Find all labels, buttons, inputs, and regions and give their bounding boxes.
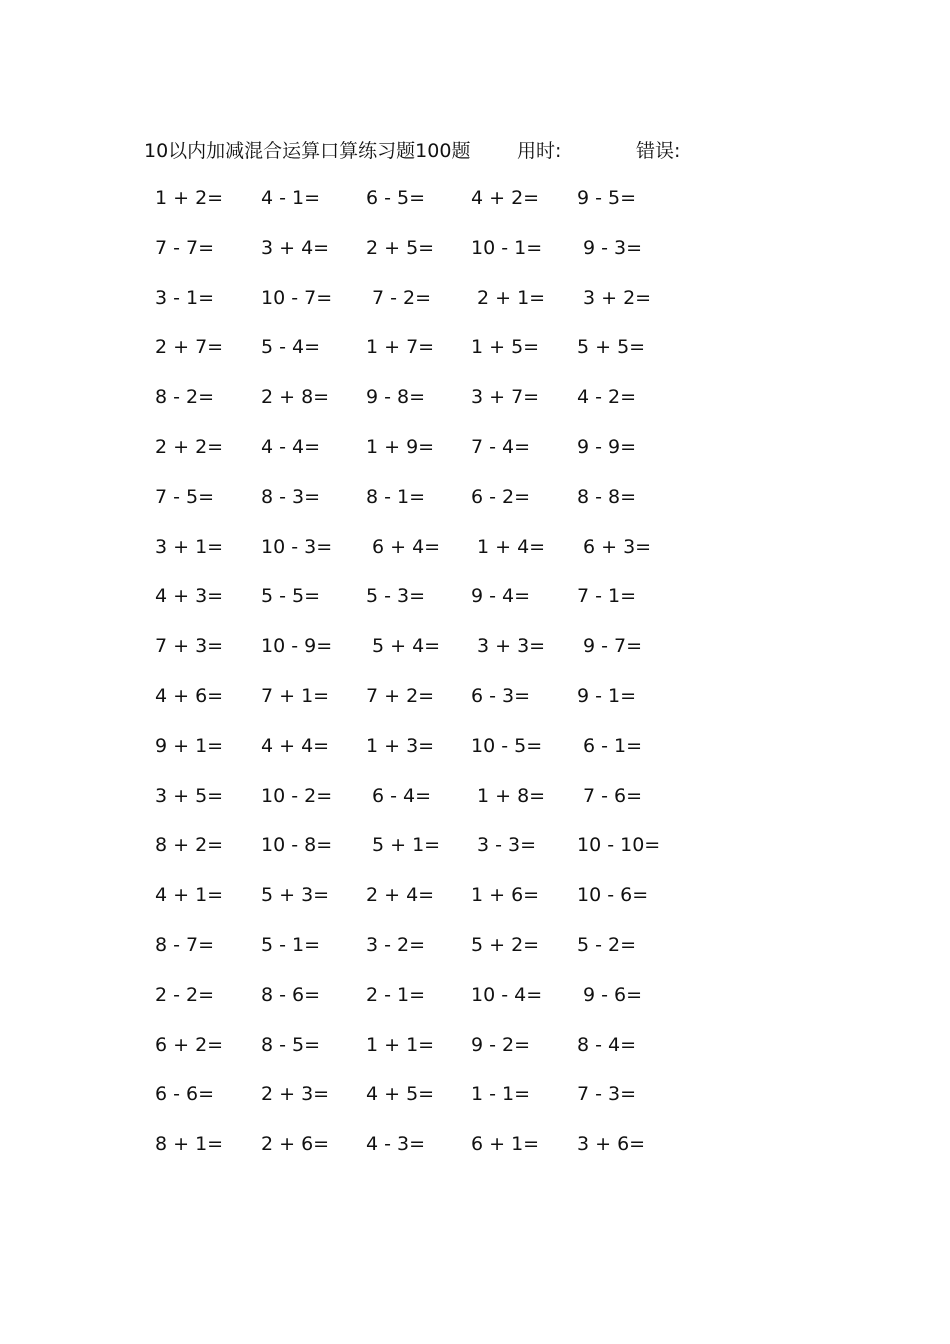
problem-cell: 5 - 3= xyxy=(366,585,426,607)
problem-cell: 7 - 4= xyxy=(471,436,531,458)
problem-cell: 10 - 6= xyxy=(577,884,649,906)
problem-cell: 4 - 2= xyxy=(577,386,637,408)
worksheet-title: 10以内加减混合运算口算练习题100题 xyxy=(144,140,471,162)
problem-cell: 10 - 8= xyxy=(261,834,333,856)
problem-cell: 9 - 1= xyxy=(577,685,637,707)
problem-cell: 10 - 2= xyxy=(261,785,333,807)
problem-cell: 9 - 3= xyxy=(583,237,643,259)
problem-cell: 3 + 5= xyxy=(155,785,224,807)
problem-cell: 2 + 7= xyxy=(155,336,224,358)
problem-cell: 5 + 5= xyxy=(577,336,646,358)
problem-cell: 9 - 9= xyxy=(577,436,637,458)
problem-cell: 6 + 4= xyxy=(372,536,441,558)
problem-cell: 8 - 3= xyxy=(261,486,321,508)
problem-cell: 3 - 1= xyxy=(155,287,215,309)
problem-cell: 1 + 4= xyxy=(477,536,546,558)
problem-cell: 7 + 3= xyxy=(155,635,224,657)
error-label: 错误: xyxy=(636,140,681,162)
problem-cell: 3 + 3= xyxy=(477,635,546,657)
problem-cell: 1 + 1= xyxy=(366,1034,435,1056)
problem-cell: 6 - 4= xyxy=(372,785,432,807)
problem-cell: 6 + 2= xyxy=(155,1034,224,1056)
problem-cell: 5 + 3= xyxy=(261,884,330,906)
problem-cell: 5 + 1= xyxy=(372,834,441,856)
problem-cell: 4 + 5= xyxy=(366,1083,435,1105)
problem-cell: 4 - 4= xyxy=(261,436,321,458)
problem-cell: 4 + 2= xyxy=(471,187,540,209)
problem-cell: 1 + 5= xyxy=(471,336,540,358)
problem-cell: 1 + 9= xyxy=(366,436,435,458)
problem-cell: 1 + 7= xyxy=(366,336,435,358)
problem-cell: 6 + 1= xyxy=(471,1133,540,1155)
problem-cell: 9 - 8= xyxy=(366,386,426,408)
problem-cell: 4 + 6= xyxy=(155,685,224,707)
problem-cell: 7 - 6= xyxy=(583,785,643,807)
problem-cell: 3 + 1= xyxy=(155,536,224,558)
problem-cell: 2 - 1= xyxy=(366,984,426,1006)
problem-cell: 5 - 5= xyxy=(261,585,321,607)
problem-cell: 1 - 1= xyxy=(471,1083,531,1105)
problem-cell: 5 - 2= xyxy=(577,934,637,956)
problem-cell: 8 + 1= xyxy=(155,1133,224,1155)
problem-cell: 8 - 7= xyxy=(155,934,215,956)
problem-cell: 9 - 7= xyxy=(583,635,643,657)
problem-cell: 7 - 3= xyxy=(577,1083,637,1105)
problem-cell: 9 - 5= xyxy=(577,187,637,209)
problem-cell: 10 - 4= xyxy=(471,984,543,1006)
problem-cell: 1 + 2= xyxy=(155,187,224,209)
problem-cell: 3 + 2= xyxy=(583,287,652,309)
problem-cell: 8 - 4= xyxy=(577,1034,637,1056)
problem-cell: 2 + 2= xyxy=(155,436,224,458)
problem-cell: 2 + 3= xyxy=(261,1083,330,1105)
problem-cell: 9 - 6= xyxy=(583,984,643,1006)
problem-cell: 8 - 5= xyxy=(261,1034,321,1056)
problem-cell: 8 - 8= xyxy=(577,486,637,508)
problem-cell: 1 + 8= xyxy=(477,785,546,807)
problem-cell: 6 - 3= xyxy=(471,685,531,707)
problem-cell: 3 + 4= xyxy=(261,237,330,259)
problem-cell: 8 - 6= xyxy=(261,984,321,1006)
problem-cell: 4 - 1= xyxy=(261,187,321,209)
problem-cell: 6 - 2= xyxy=(471,486,531,508)
problem-cell: 4 + 1= xyxy=(155,884,224,906)
problem-cell: 8 + 2= xyxy=(155,834,224,856)
problem-cell: 9 + 1= xyxy=(155,735,224,757)
problem-cell: 5 + 2= xyxy=(471,934,540,956)
problem-cell: 5 - 1= xyxy=(261,934,321,956)
problem-cell: 5 - 4= xyxy=(261,336,321,358)
problem-cell: 7 + 1= xyxy=(261,685,330,707)
problem-cell: 3 + 6= xyxy=(577,1133,646,1155)
problem-cell: 3 - 3= xyxy=(477,834,537,856)
problem-cell: 10 - 1= xyxy=(471,237,543,259)
problem-cell: 2 + 1= xyxy=(477,287,546,309)
problem-cell: 2 + 4= xyxy=(366,884,435,906)
problem-cell: 10 - 3= xyxy=(261,536,333,558)
problem-cell: 9 - 2= xyxy=(471,1034,531,1056)
problem-cell: 6 - 6= xyxy=(155,1083,215,1105)
problem-cell: 10 - 5= xyxy=(471,735,543,757)
problem-cell: 10 - 9= xyxy=(261,635,333,657)
problem-cell: 7 - 2= xyxy=(372,287,432,309)
problem-cell: 7 + 2= xyxy=(366,685,435,707)
problem-cell: 5 + 4= xyxy=(372,635,441,657)
problem-cell: 1 + 6= xyxy=(471,884,540,906)
problem-cell: 4 + 4= xyxy=(261,735,330,757)
problem-cell: 2 + 6= xyxy=(261,1133,330,1155)
problem-cell: 3 + 7= xyxy=(471,386,540,408)
problem-cell: 2 - 2= xyxy=(155,984,215,1006)
problem-cell: 6 - 1= xyxy=(583,735,643,757)
problem-cell: 7 - 5= xyxy=(155,486,215,508)
problem-cell: 10 - 10= xyxy=(577,834,661,856)
problem-cell: 9 - 4= xyxy=(471,585,531,607)
problem-cell: 6 + 3= xyxy=(583,536,652,558)
problem-cell: 3 - 2= xyxy=(366,934,426,956)
problem-cell: 8 - 1= xyxy=(366,486,426,508)
problem-cell: 4 - 3= xyxy=(366,1133,426,1155)
problem-cell: 1 + 3= xyxy=(366,735,435,757)
problem-cell: 8 - 2= xyxy=(155,386,215,408)
problem-cell: 6 - 5= xyxy=(366,187,426,209)
problem-cell: 7 - 1= xyxy=(577,585,637,607)
problem-cell: 2 + 8= xyxy=(261,386,330,408)
problem-cell: 2 + 5= xyxy=(366,237,435,259)
problem-cell: 4 + 3= xyxy=(155,585,224,607)
problem-cell: 7 - 7= xyxy=(155,237,215,259)
time-label: 用时: xyxy=(517,140,562,162)
problem-cell: 10 - 7= xyxy=(261,287,333,309)
